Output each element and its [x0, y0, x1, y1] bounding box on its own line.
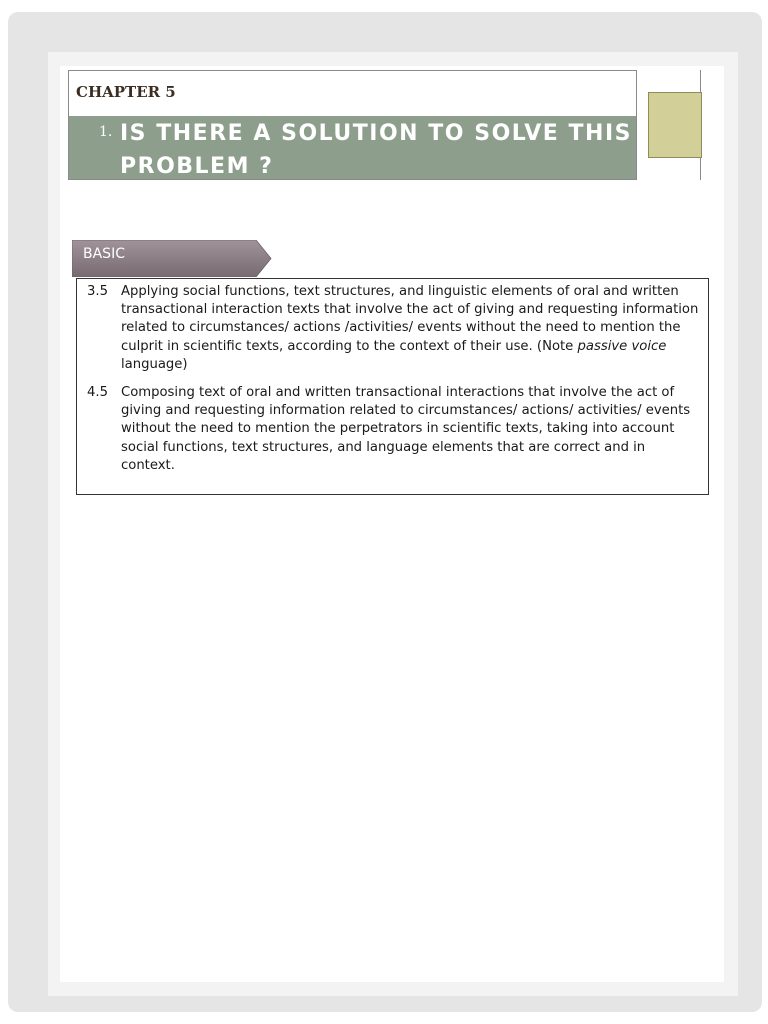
title-number: 1. [99, 124, 113, 140]
basic-tag [72, 240, 272, 277]
list-item [87, 384, 699, 475]
item-text: Composing text of oral and written transactional interactions that involve the act of giving and requesting information related to circumstances/ actions/ activities/ events without the need to mention the perpetrators in scientific texts, taking into account social functions, text structures, and language elements that are correct and in context. [121, 385, 691, 473]
list-item [87, 283, 699, 374]
item-text: Applying social functions, text structures, and linguistic elements of oral and written transactional interaction texts that involve the act of giving and requesting information related to circumstances/ actions /activities/ events without the need to mention the culprit in scientific texts, according to the context of their use. (Note passive voice language) [121, 284, 699, 372]
slide-inner [60, 66, 724, 982]
basic-label: BASIC [83, 246, 125, 262]
title-band [69, 116, 636, 179]
title-box [68, 70, 637, 180]
chapter-label: CHAPTER 5 [76, 83, 176, 101]
italic-term: passive voice [577, 338, 667, 354]
slide-title: IS THERE A SOLUTION TO SOLVE THIS PROBLEM ? [120, 121, 632, 179]
item-number: 3.5 [87, 284, 108, 299]
slide [48, 52, 738, 996]
competency-box [76, 278, 709, 495]
decorative-square [648, 92, 702, 158]
item-number: 4.5 [87, 385, 108, 400]
